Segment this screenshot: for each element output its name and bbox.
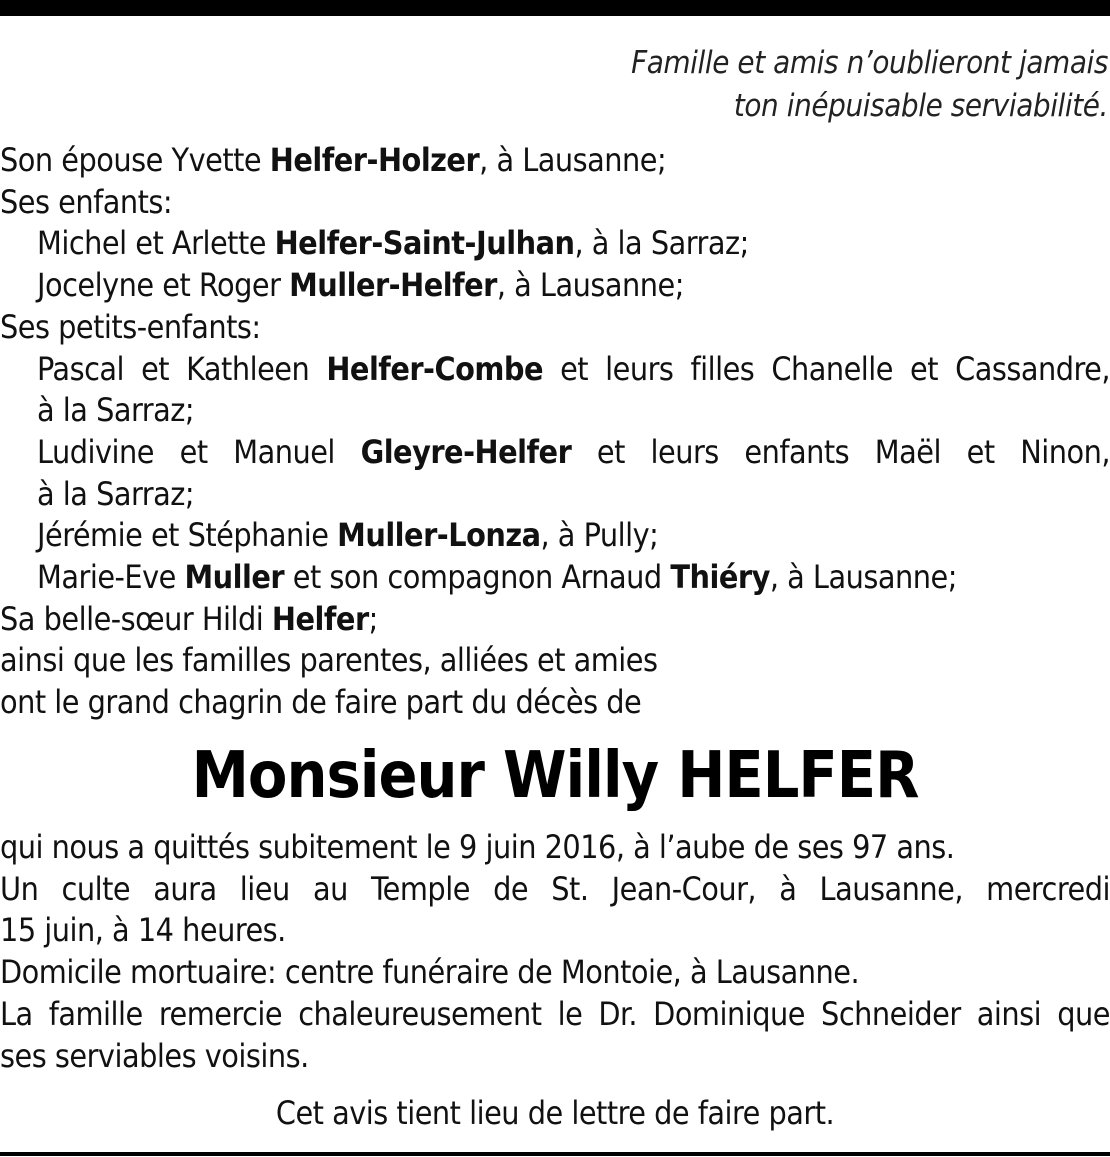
child-family-name: Helfer-Saint-Julhan xyxy=(274,224,575,263)
grandchild-prefix: Jérémie et Stéphanie xyxy=(37,516,338,555)
spouse-suffix: , à Lausanne; xyxy=(479,141,667,179)
bottom-rule xyxy=(0,1152,1110,1156)
grandchild-suffix: , à Lausanne; xyxy=(769,558,957,597)
family-announcement xyxy=(0,140,1110,724)
sister-in-law-name: Helfer xyxy=(271,599,369,638)
grandchild-family-name: Gleyre-Helfer xyxy=(360,432,572,471)
grandchildren-heading: Ses petits-enfants: xyxy=(0,307,261,346)
death-line: qui nous a quittés subitement le 9 juin 2016, à l’aube de ses 97 ans. xyxy=(0,828,955,866)
grandchild-prefix: Marie-Eve xyxy=(37,558,185,597)
child-line xyxy=(0,265,1110,307)
grandchild-line xyxy=(0,557,1110,599)
grandchild-family-name: Helfer-Combe xyxy=(326,349,544,388)
grandchild-suffix: et leurs filles Chanelle et Cassandre, xyxy=(543,349,1110,388)
child-prefix: Jocelyne et Roger xyxy=(37,266,290,305)
closing-line-1: ainsi que les familles parentes, alliées et amies xyxy=(0,641,658,680)
ceremony-line-1: Un culte aura lieu au Temple de St. Jean-Cour, à Lausanne, mercredi xyxy=(0,869,1110,908)
grandchild-suffix: et leurs enfants Maël et Ninon, xyxy=(571,432,1110,471)
domicile-line: Domicile mortuaire: centre funéraire de Montoie, à Lausanne. xyxy=(0,953,860,992)
footer-note: Cet avis tient lieu de lettre de faire part. xyxy=(275,1094,835,1132)
thanks-line-2: ses serviables voisins. xyxy=(0,1036,309,1075)
child-suffix: , à la Sarraz; xyxy=(574,224,749,263)
child-family-name: Muller-Helfer xyxy=(289,266,497,305)
spouse-name: Helfer-Holzer xyxy=(269,141,480,179)
grandchild-line-continuation: à la Sarraz; xyxy=(37,391,195,430)
epigraph-line-2: ton inépuisable serviabilité. xyxy=(733,88,1108,124)
grandchild-line-continuation: à la Sarraz; xyxy=(37,474,195,513)
thanks-line-1: La famille remercie chaleureusement le Dr. Dominique Schneider ainsi que xyxy=(0,994,1110,1033)
deceased-name: Monsieur Willy HELFER xyxy=(191,739,919,813)
grandchild-family-name: Muller xyxy=(184,558,285,597)
sister-in-law-line xyxy=(0,599,1110,641)
top-rule xyxy=(0,0,1110,16)
sister-in-law-prefix: Sa belle-sœur Hildi xyxy=(0,599,272,638)
children-heading: Ses enfants: xyxy=(0,182,173,221)
child-prefix: Michel et Arlette xyxy=(37,224,275,263)
grandchild-line xyxy=(0,349,1110,391)
notice-details xyxy=(0,827,1110,1077)
child-line xyxy=(0,223,1110,265)
epigraph xyxy=(208,42,1108,128)
partner-family-name: Thiéry xyxy=(670,558,770,597)
sister-in-law-suffix: ; xyxy=(368,599,378,638)
ceremony-line-2: 15 juin, à 14 heures. xyxy=(0,911,286,950)
spouse-line xyxy=(0,140,1110,182)
grandchild-prefix: Pascal et Kathleen xyxy=(37,349,327,388)
grandchild-line xyxy=(0,515,1110,557)
epigraph-line-1: Famille et amis n’oublieront jamais xyxy=(631,45,1108,81)
grandchild-family-name: Muller-Lonza xyxy=(337,516,541,555)
spouse-prefix: Son épouse Yvette xyxy=(0,141,270,179)
child-suffix: , à Lausanne; xyxy=(496,266,684,305)
grandchild-suffix: , à Pully; xyxy=(540,516,659,555)
grandchild-line xyxy=(0,432,1110,474)
grandchild-middle: et son compagnon Arnaud xyxy=(284,558,671,597)
closing-line-2: ont le grand chagrin de faire part du décès de xyxy=(0,683,642,722)
grandchild-prefix: Ludivine et Manuel xyxy=(37,432,361,471)
